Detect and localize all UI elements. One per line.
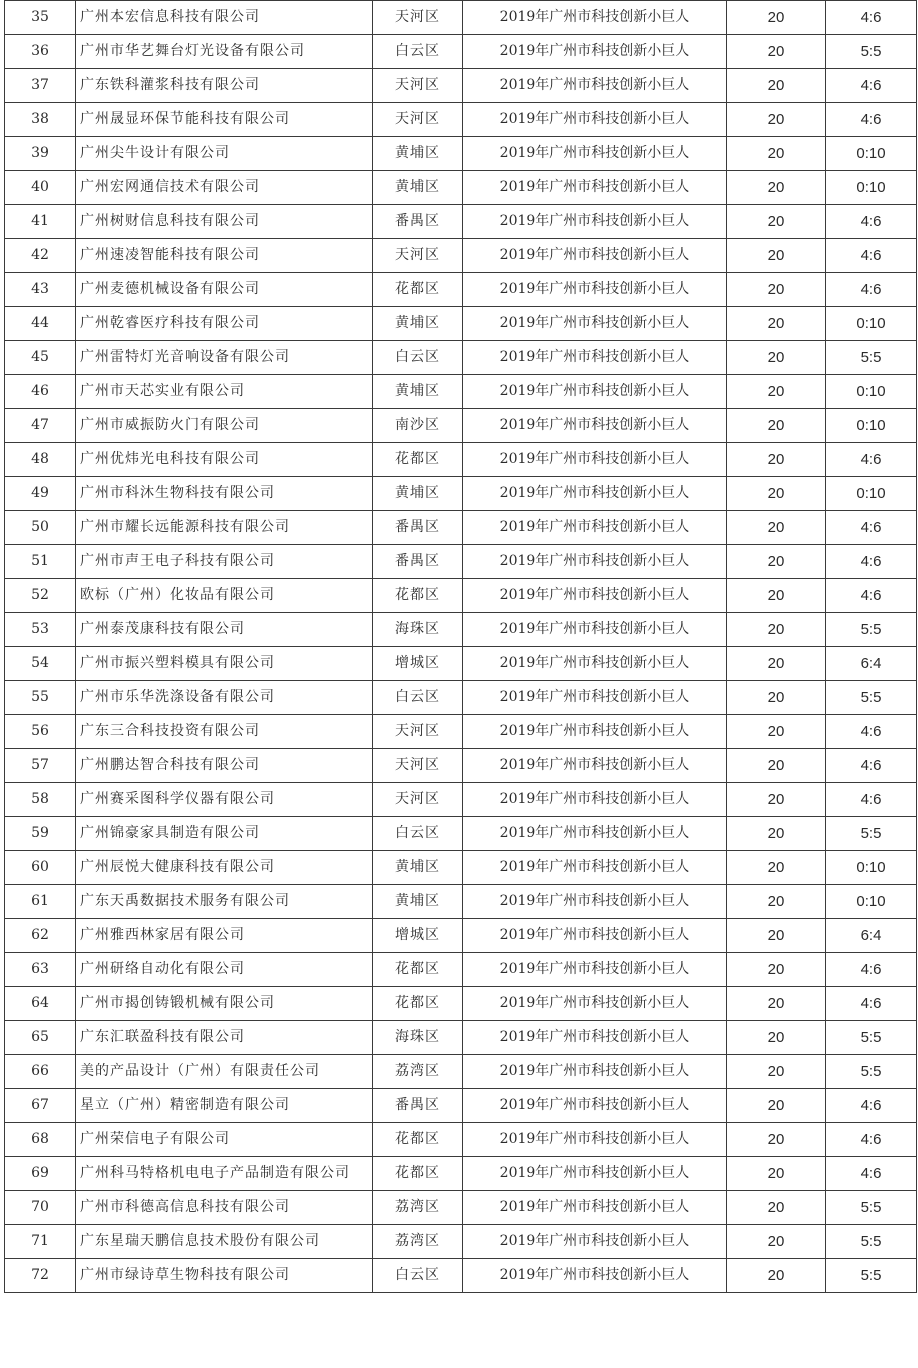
amount: 20 — [727, 919, 826, 953]
honor-title: 2019年广州市科技创新小巨人 — [463, 1055, 727, 1089]
district: 白云区 — [373, 341, 463, 375]
company-name: 广州麦德机械设备有限公司 — [76, 273, 373, 307]
honor-title: 2019年广州市科技创新小巨人 — [463, 545, 727, 579]
company-name: 星立（广州）精密制造有限公司 — [76, 1089, 373, 1123]
ratio: 4:6 — [826, 987, 917, 1021]
table-row — [5, 681, 917, 715]
row-index: 57 — [5, 749, 76, 783]
table-row — [5, 919, 917, 953]
row-index: 48 — [5, 443, 76, 477]
company-name: 广州市揭创铸锻机械有限公司 — [76, 987, 373, 1021]
honor-title: 2019年广州市科技创新小巨人 — [463, 1191, 727, 1225]
company-name: 广州市声王电子科技有限公司 — [76, 545, 373, 579]
amount: 20 — [727, 69, 826, 103]
row-index: 50 — [5, 511, 76, 545]
company-name: 广州晟显环保节能科技有限公司 — [76, 103, 373, 137]
table-row — [5, 647, 917, 681]
honor-title: 2019年广州市科技创新小巨人 — [463, 1157, 727, 1191]
table-row — [5, 749, 917, 783]
amount: 20 — [727, 1225, 826, 1259]
row-index: 41 — [5, 205, 76, 239]
ratio: 4:6 — [826, 783, 917, 817]
row-index: 44 — [5, 307, 76, 341]
ratio: 4:6 — [826, 715, 917, 749]
ratio: 0:10 — [826, 137, 917, 171]
district: 黄埔区 — [373, 307, 463, 341]
ratio: 4:6 — [826, 749, 917, 783]
row-index: 71 — [5, 1225, 76, 1259]
table-row — [5, 1157, 917, 1191]
table-row — [5, 375, 917, 409]
table-row — [5, 511, 917, 545]
ratio: 5:5 — [826, 681, 917, 715]
honor-title: 2019年广州市科技创新小巨人 — [463, 1225, 727, 1259]
ratio: 4:6 — [826, 1, 917, 35]
ratio: 4:6 — [826, 511, 917, 545]
row-index: 68 — [5, 1123, 76, 1157]
table-row — [5, 171, 917, 205]
company-name: 广州市振兴塑料模具有限公司 — [76, 647, 373, 681]
table-row — [5, 579, 917, 613]
row-index: 37 — [5, 69, 76, 103]
amount: 20 — [727, 1055, 826, 1089]
table-row — [5, 885, 917, 919]
amount: 20 — [727, 341, 826, 375]
honor-title: 2019年广州市科技创新小巨人 — [463, 511, 727, 545]
amount: 20 — [727, 171, 826, 205]
row-index: 38 — [5, 103, 76, 137]
company-name: 广州市耀长远能源科技有限公司 — [76, 511, 373, 545]
row-index: 65 — [5, 1021, 76, 1055]
ratio: 4:6 — [826, 103, 917, 137]
ratio: 4:6 — [826, 1157, 917, 1191]
amount: 20 — [727, 749, 826, 783]
honor-title: 2019年广州市科技创新小巨人 — [463, 273, 727, 307]
district: 花都区 — [373, 1123, 463, 1157]
company-name: 广州赛采图科学仪器有限公司 — [76, 783, 373, 817]
amount: 20 — [727, 1259, 826, 1293]
district: 荔湾区 — [373, 1191, 463, 1225]
honor-title: 2019年广州市科技创新小巨人 — [463, 851, 727, 885]
table-row — [5, 1021, 917, 1055]
company-name: 广州鹏达智合科技有限公司 — [76, 749, 373, 783]
company-name: 广州宏网通信技术有限公司 — [76, 171, 373, 205]
district: 花都区 — [373, 953, 463, 987]
table-row — [5, 1055, 917, 1089]
district: 花都区 — [373, 987, 463, 1021]
amount: 20 — [727, 681, 826, 715]
honor-title: 2019年广州市科技创新小巨人 — [463, 1, 727, 35]
amount: 20 — [727, 1191, 826, 1225]
table-row — [5, 307, 917, 341]
row-index: 72 — [5, 1259, 76, 1293]
honor-title: 2019年广州市科技创新小巨人 — [463, 681, 727, 715]
company-name: 广州树财信息科技有限公司 — [76, 205, 373, 239]
ratio: 6:4 — [826, 919, 917, 953]
ratio: 0:10 — [826, 171, 917, 205]
row-index: 49 — [5, 477, 76, 511]
amount: 20 — [727, 715, 826, 749]
row-index: 39 — [5, 137, 76, 171]
amount: 20 — [727, 613, 826, 647]
honor-title: 2019年广州市科技创新小巨人 — [463, 409, 727, 443]
company-name: 广东星瑞天鹏信息技术股份有限公司 — [76, 1225, 373, 1259]
honor-title: 2019年广州市科技创新小巨人 — [463, 715, 727, 749]
table-row — [5, 783, 917, 817]
ratio: 5:5 — [826, 341, 917, 375]
table-row — [5, 409, 917, 443]
table-row — [5, 443, 917, 477]
row-index: 70 — [5, 1191, 76, 1225]
amount: 20 — [727, 137, 826, 171]
table-body — [5, 1, 917, 1293]
company-name: 广州本宏信息科技有限公司 — [76, 1, 373, 35]
table-row — [5, 817, 917, 851]
row-index: 35 — [5, 1, 76, 35]
ratio: 4:6 — [826, 545, 917, 579]
ratio: 6:4 — [826, 647, 917, 681]
district: 花都区 — [373, 273, 463, 307]
amount: 20 — [727, 205, 826, 239]
district: 白云区 — [373, 817, 463, 851]
table-row — [5, 953, 917, 987]
company-name: 广州雷特灯光音响设备有限公司 — [76, 341, 373, 375]
row-index: 62 — [5, 919, 76, 953]
amount: 20 — [727, 987, 826, 1021]
ratio: 4:6 — [826, 69, 917, 103]
honor-title: 2019年广州市科技创新小巨人 — [463, 885, 727, 919]
amount: 20 — [727, 851, 826, 885]
company-name: 广州市绿诗草生物科技有限公司 — [76, 1259, 373, 1293]
district: 增城区 — [373, 919, 463, 953]
company-name: 广州市华艺舞台灯光设备有限公司 — [76, 35, 373, 69]
amount: 20 — [727, 1021, 826, 1055]
district: 黄埔区 — [373, 137, 463, 171]
amount: 20 — [727, 375, 826, 409]
row-index: 67 — [5, 1089, 76, 1123]
row-index: 51 — [5, 545, 76, 579]
amount: 20 — [727, 545, 826, 579]
table-row — [5, 715, 917, 749]
table-row — [5, 205, 917, 239]
district: 天河区 — [373, 239, 463, 273]
table-row — [5, 987, 917, 1021]
ratio: 0:10 — [826, 307, 917, 341]
table-row — [5, 1259, 917, 1293]
ratio: 5:5 — [826, 1055, 917, 1089]
row-index: 47 — [5, 409, 76, 443]
honor-title: 2019年广州市科技创新小巨人 — [463, 817, 727, 851]
row-index: 40 — [5, 171, 76, 205]
amount: 20 — [727, 443, 826, 477]
company-name: 欧标（广州）化妆品有限公司 — [76, 579, 373, 613]
amount: 20 — [727, 103, 826, 137]
district: 黄埔区 — [373, 851, 463, 885]
district: 白云区 — [373, 681, 463, 715]
district: 天河区 — [373, 1, 463, 35]
company-name: 广州市科沐生物科技有限公司 — [76, 477, 373, 511]
table-row — [5, 1089, 917, 1123]
district: 花都区 — [373, 443, 463, 477]
honor-title: 2019年广州市科技创新小巨人 — [463, 239, 727, 273]
honor-title: 2019年广州市科技创新小巨人 — [463, 579, 727, 613]
honor-title: 2019年广州市科技创新小巨人 — [463, 919, 727, 953]
amount: 20 — [727, 35, 826, 69]
row-index: 42 — [5, 239, 76, 273]
ratio: 4:6 — [826, 443, 917, 477]
company-name: 广州市天芯实业有限公司 — [76, 375, 373, 409]
amount: 20 — [727, 885, 826, 919]
company-name: 广州优炜光电科技有限公司 — [76, 443, 373, 477]
honor-title: 2019年广州市科技创新小巨人 — [463, 137, 727, 171]
district: 天河区 — [373, 69, 463, 103]
amount: 20 — [727, 477, 826, 511]
honor-title: 2019年广州市科技创新小巨人 — [463, 987, 727, 1021]
honor-title: 2019年广州市科技创新小巨人 — [463, 1259, 727, 1293]
honor-title: 2019年广州市科技创新小巨人 — [463, 307, 727, 341]
district: 番禺区 — [373, 545, 463, 579]
ratio: 0:10 — [826, 409, 917, 443]
company-name: 广州锦豪家具制造有限公司 — [76, 817, 373, 851]
row-index: 36 — [5, 35, 76, 69]
row-index: 45 — [5, 341, 76, 375]
honor-title: 2019年广州市科技创新小巨人 — [463, 35, 727, 69]
company-name: 广州泰茂康科技有限公司 — [76, 613, 373, 647]
district: 黄埔区 — [373, 375, 463, 409]
honor-title: 2019年广州市科技创新小巨人 — [463, 613, 727, 647]
company-name: 广州速凌智能科技有限公司 — [76, 239, 373, 273]
table-row — [5, 69, 917, 103]
ratio: 5:5 — [826, 1259, 917, 1293]
company-name: 广州雅西林家居有限公司 — [76, 919, 373, 953]
amount: 20 — [727, 273, 826, 307]
table-row — [5, 137, 917, 171]
table-row — [5, 35, 917, 69]
company-name: 广州辰悦大健康科技有限公司 — [76, 851, 373, 885]
table-row — [5, 1, 917, 35]
district: 番禺区 — [373, 205, 463, 239]
table-row — [5, 1191, 917, 1225]
honor-title: 2019年广州市科技创新小巨人 — [463, 171, 727, 205]
amount: 20 — [727, 239, 826, 273]
ratio: 5:5 — [826, 35, 917, 69]
amount: 20 — [727, 579, 826, 613]
table-row — [5, 239, 917, 273]
amount: 20 — [727, 1, 826, 35]
amount: 20 — [727, 307, 826, 341]
company-name: 广州研络自动化有限公司 — [76, 953, 373, 987]
amount: 20 — [727, 783, 826, 817]
company-name: 广州科马特格机电电子产品制造有限公司 — [76, 1157, 373, 1191]
company-name: 广东三合科技投资有限公司 — [76, 715, 373, 749]
honor-title: 2019年广州市科技创新小巨人 — [463, 477, 727, 511]
district: 花都区 — [373, 1157, 463, 1191]
district: 白云区 — [373, 35, 463, 69]
district: 花都区 — [373, 579, 463, 613]
honor-title: 2019年广州市科技创新小巨人 — [463, 443, 727, 477]
amount: 20 — [727, 1089, 826, 1123]
row-index: 64 — [5, 987, 76, 1021]
ratio: 0:10 — [826, 477, 917, 511]
company-name: 广东天禹数据技术服务有限公司 — [76, 885, 373, 919]
ratio: 5:5 — [826, 613, 917, 647]
amount: 20 — [727, 647, 826, 681]
company-name: 广东汇联盈科技有限公司 — [76, 1021, 373, 1055]
company-name: 广州市威振防火门有限公司 — [76, 409, 373, 443]
district: 荔湾区 — [373, 1225, 463, 1259]
district: 海珠区 — [373, 613, 463, 647]
row-index: 59 — [5, 817, 76, 851]
row-index: 56 — [5, 715, 76, 749]
table-row — [5, 851, 917, 885]
honor-title: 2019年广州市科技创新小巨人 — [463, 749, 727, 783]
ratio: 5:5 — [826, 817, 917, 851]
honor-title: 2019年广州市科技创新小巨人 — [463, 1021, 727, 1055]
honor-title: 2019年广州市科技创新小巨人 — [463, 341, 727, 375]
amount: 20 — [727, 953, 826, 987]
amount: 20 — [727, 1157, 826, 1191]
ratio: 5:5 — [826, 1225, 917, 1259]
company-table — [4, 0, 917, 1293]
row-index: 58 — [5, 783, 76, 817]
table-row — [5, 613, 917, 647]
ratio: 5:5 — [826, 1191, 917, 1225]
honor-title: 2019年广州市科技创新小巨人 — [463, 205, 727, 239]
district: 荔湾区 — [373, 1055, 463, 1089]
honor-title: 2019年广州市科技创新小巨人 — [463, 783, 727, 817]
company-name: 广州荣信电子有限公司 — [76, 1123, 373, 1157]
row-index: 53 — [5, 613, 76, 647]
district: 天河区 — [373, 749, 463, 783]
row-index: 66 — [5, 1055, 76, 1089]
row-index: 55 — [5, 681, 76, 715]
amount: 20 — [727, 511, 826, 545]
amount: 20 — [727, 817, 826, 851]
honor-title: 2019年广州市科技创新小巨人 — [463, 375, 727, 409]
row-index: 46 — [5, 375, 76, 409]
amount: 20 — [727, 1123, 826, 1157]
honor-title: 2019年广州市科技创新小巨人 — [463, 647, 727, 681]
company-name: 广州乾睿医疗科技有限公司 — [76, 307, 373, 341]
honor-title: 2019年广州市科技创新小巨人 — [463, 1089, 727, 1123]
row-index: 43 — [5, 273, 76, 307]
table-row — [5, 1123, 917, 1157]
ratio: 4:6 — [826, 205, 917, 239]
company-name: 广东铁科灌浆科技有限公司 — [76, 69, 373, 103]
district: 黄埔区 — [373, 171, 463, 205]
amount: 20 — [727, 409, 826, 443]
ratio: 4:6 — [826, 239, 917, 273]
table-row — [5, 477, 917, 511]
ratio: 4:6 — [826, 273, 917, 307]
ratio: 5:5 — [826, 1021, 917, 1055]
district: 番禺区 — [373, 511, 463, 545]
row-index: 60 — [5, 851, 76, 885]
ratio: 0:10 — [826, 885, 917, 919]
district: 番禺区 — [373, 1089, 463, 1123]
row-index: 69 — [5, 1157, 76, 1191]
table-row — [5, 273, 917, 307]
table-row — [5, 341, 917, 375]
district: 天河区 — [373, 103, 463, 137]
district: 增城区 — [373, 647, 463, 681]
ratio: 0:10 — [826, 851, 917, 885]
ratio: 4:6 — [826, 1089, 917, 1123]
district: 天河区 — [373, 783, 463, 817]
district: 天河区 — [373, 715, 463, 749]
honor-title: 2019年广州市科技创新小巨人 — [463, 953, 727, 987]
company-name: 广州市乐华洗涤设备有限公司 — [76, 681, 373, 715]
company-name: 美的产品设计（广州）有限责任公司 — [76, 1055, 373, 1089]
table-row — [5, 103, 917, 137]
district: 黄埔区 — [373, 477, 463, 511]
honor-title: 2019年广州市科技创新小巨人 — [463, 1123, 727, 1157]
district: 海珠区 — [373, 1021, 463, 1055]
district: 白云区 — [373, 1259, 463, 1293]
company-name: 广州尖牛设计有限公司 — [76, 137, 373, 171]
row-index: 61 — [5, 885, 76, 919]
ratio: 0:10 — [826, 375, 917, 409]
company-name: 广州市科德高信息科技有限公司 — [76, 1191, 373, 1225]
row-index: 52 — [5, 579, 76, 613]
honor-title: 2019年广州市科技创新小巨人 — [463, 103, 727, 137]
row-index: 63 — [5, 953, 76, 987]
ratio: 4:6 — [826, 1123, 917, 1157]
honor-title: 2019年广州市科技创新小巨人 — [463, 69, 727, 103]
ratio: 4:6 — [826, 579, 917, 613]
ratio: 4:6 — [826, 953, 917, 987]
district: 南沙区 — [373, 409, 463, 443]
row-index: 54 — [5, 647, 76, 681]
table-row — [5, 1225, 917, 1259]
table-row — [5, 545, 917, 579]
district: 黄埔区 — [373, 885, 463, 919]
